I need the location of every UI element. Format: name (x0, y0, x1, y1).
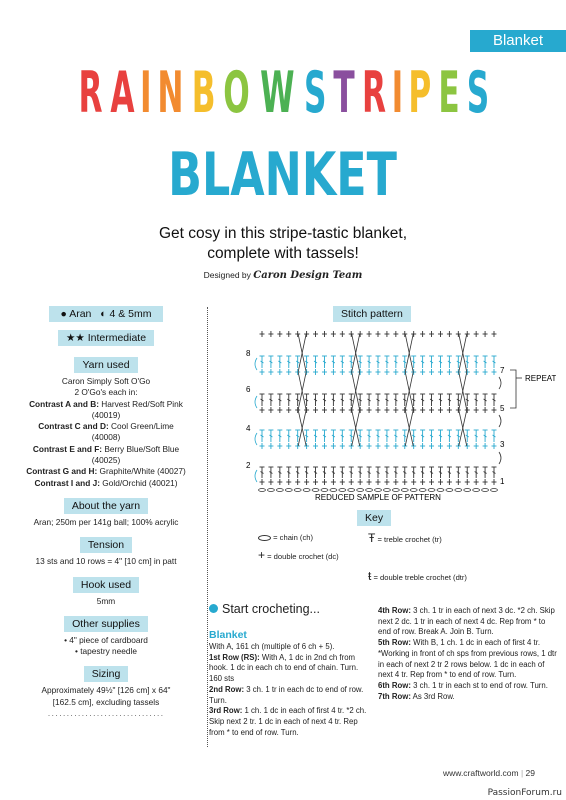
instructions-col2 (378, 606, 558, 702)
subtitle: Get cosy in this stripe-tastic blanket, complete with tassels! (158, 225, 408, 262)
row-label-4: 4 (246, 424, 251, 433)
row-label-7: 7 (500, 366, 505, 375)
stitch-pattern-header: Stitch pattern (333, 306, 411, 322)
chart-stitch (491, 489, 498, 492)
chart-stitch (428, 489, 435, 492)
key-dtr: ŧ = double treble crochet (dtr) (368, 569, 467, 583)
contrast-item: Contrast G and H: Graphite/White (40027) (26, 466, 186, 477)
watermark: PassionForum.ru (487, 788, 562, 798)
chart-stitch (482, 489, 489, 492)
chart-stitch (437, 489, 444, 492)
designer-credit: Designed by Caron Design Team (203, 270, 363, 281)
chart-stitch (499, 415, 501, 427)
weight-hook-badge: ● Aran ◐ 4 & 5mm (49, 306, 164, 322)
section-heading: Blanket (209, 629, 247, 641)
title-line1 (0, 62, 566, 124)
title-letter: R (78, 60, 102, 126)
dotted-rule: ······························· (47, 710, 165, 721)
chart-stitch (255, 470, 257, 482)
title-letter: T (332, 60, 354, 126)
chart-stitch (294, 489, 301, 492)
yarn-used-section: Yarn used Caron Simply Soft O'Go 2 O'Go's each in: Contrast A and B: Harvest Red/Soft Pink (40019) Contrast C and D: Cool Green/Lime (40008) Contrast E and F: Berry Blue/Soft Blue (40025) Contrast G and H: Graphite/White (40027) Contrast I and J: Gold/Orchid (40021) (10, 355, 202, 489)
instruction-row: With A, 161 ch (multiple of 6 ch + 5). (209, 642, 335, 651)
chart-stitch (401, 489, 408, 492)
chart-stitch (255, 396, 257, 408)
title-line2: BLANKET (168, 140, 398, 210)
title-letter: E (437, 60, 459, 126)
instruction-row: 3rd Row: 1 ch. 1 dc in each of first 4 tr. *2 ch. Skip next 2 tr. 1 dc in each of next 4 tr. Rep from * to end of row. Turn. (209, 706, 367, 737)
chart-stitch (267, 489, 274, 492)
instructions-col1 (209, 628, 369, 738)
chart-stitch (419, 489, 426, 492)
dc-symbol-icon: + (258, 548, 266, 562)
chart-stitch (303, 489, 310, 492)
start-crocheting-heading: Start crocheting... (209, 602, 320, 616)
contrast-item: Contrast C and D: Cool Green/Lime (38, 421, 174, 432)
level-badge: ★★ Intermediate (58, 330, 154, 346)
title-letter: R (361, 60, 385, 126)
title-letter: B (191, 60, 215, 126)
title-letter: S (303, 60, 326, 126)
left-column (10, 304, 202, 728)
contrast-code: (40025) (91, 455, 121, 466)
contrast-code: (40008) (91, 432, 121, 443)
row-label-3: 3 (500, 440, 505, 449)
chart-stitch (375, 489, 382, 492)
instruction-row: 1st Row (RS): With A, 1 dc in 2nd ch from hook. 1 dc in each ch to end of chain. Turn. 160 sts (209, 652, 359, 684)
chart-stitch (285, 489, 292, 492)
contrast-code: (40019) (91, 409, 121, 420)
instruction-row: 5th Row: With B, 1 ch. 1 dc in each of first 4 tr. *Working in front of ch sps from previous rows, 1 dtr in each of next 2 tr 2 rows below. 1 dc in each of next 4 tr. Rep from * to end of row. Turn. (378, 638, 557, 680)
key-chain: = chain (ch) (258, 533, 313, 542)
chart-stitch (499, 452, 501, 464)
instruction-row: 4th Row: 3 ch. 1 tr in each of next 3 dc. *2 ch. Skip next 2 dc. 1 tr in each of next 4 dc. Rep from * to end of row. Break A. Join B. Turn. (378, 606, 555, 637)
title-letter: A (109, 60, 134, 126)
row-label-6: 6 (246, 385, 251, 394)
chart-stitch (276, 489, 283, 492)
key-dc: + = double crochet (dc) (258, 548, 339, 562)
chart-stitch (446, 489, 453, 492)
title-letter: N (157, 60, 183, 126)
row-label-2: 2 (246, 461, 251, 470)
repeat-label: REPEAT (525, 374, 556, 383)
hook-icon: ◐ (100, 308, 107, 320)
row-label-5: 5 (500, 404, 505, 413)
supplies-section: Other supplies • 4" piece of cardboard • tapestry needle (64, 617, 148, 657)
section-tag: Blanket (470, 30, 566, 52)
row-label-1: 1 (500, 477, 505, 486)
row-label-8: 8 (246, 349, 251, 358)
hook-section: Hook used 5mm (10, 575, 202, 607)
chart-stitch (392, 489, 399, 492)
title-letter: O (223, 60, 250, 126)
chart-stitch (464, 489, 471, 492)
title-letter: W (259, 60, 294, 126)
title-letter: S (466, 60, 489, 126)
chart-stitch (321, 489, 328, 492)
chart-stitch (499, 377, 501, 389)
instruction-row: 7th Row: As 3rd Row. (378, 691, 455, 701)
title-letter: I (139, 60, 151, 126)
chart-stitch (455, 489, 462, 492)
key-header: Key (357, 510, 391, 526)
title-letter: I (390, 60, 403, 126)
chart-stitch (348, 489, 355, 492)
page-footer: www.craftworld.com | 29 (443, 768, 536, 778)
chart-stitch (255, 433, 257, 445)
chart-stitch (330, 489, 337, 492)
stitch-chart (246, 320, 556, 510)
chart-caption: REDUCED SAMPLE OF PATTERN (315, 493, 441, 502)
chart-stitch (312, 489, 319, 492)
chart-stitch (410, 489, 417, 492)
chart-stitch (339, 489, 346, 492)
instruction-row: 2nd Row: 3 ch. 1 tr in each dc to end of row. Turn. (209, 684, 364, 705)
bullet-icon (209, 604, 218, 613)
chart-key (250, 526, 560, 590)
dtr-symbol-icon: ŧ (368, 569, 372, 583)
yarn-ball-icon: ● (60, 308, 67, 320)
chain-symbol-icon (258, 535, 271, 541)
contrast-item: Contrast E and F: Berry Blue/Soft Blue (32, 443, 180, 454)
about-yarn-section: About the yarn Aran; 250m per 141g ball; 100% acrylic (33, 499, 179, 527)
sizing-section: Sizing Approximately 49½" [126 cm] x 64" [162.5 cm], excluding tassels ······························· (10, 664, 202, 721)
tension-section: Tension 13 sts and 10 rows = 4" [10 cm] in patt (35, 539, 177, 567)
tr-symbol-icon: Ŧ (368, 531, 376, 545)
chart-stitch (259, 489, 266, 492)
contrast-item: Contrast A and B: Harvest Red/Soft Pink (29, 398, 183, 409)
chart-stitch (366, 489, 373, 492)
column-divider (207, 307, 208, 747)
instruction-row: 6th Row: 3 ch. 1 tr in each st to end of row. Turn. (378, 680, 548, 690)
key-tr: Ŧ = treble crochet (tr) (368, 531, 442, 545)
contrast-item: Contrast I and J: Gold/Orchid (40021) (34, 477, 178, 488)
chart-stitch (255, 358, 257, 370)
chart-stitch (357, 489, 364, 492)
chart-stitch (383, 489, 390, 492)
chart-stitch (473, 489, 480, 492)
star-icon: ★★ (65, 332, 85, 344)
title-letter: P (407, 60, 431, 126)
